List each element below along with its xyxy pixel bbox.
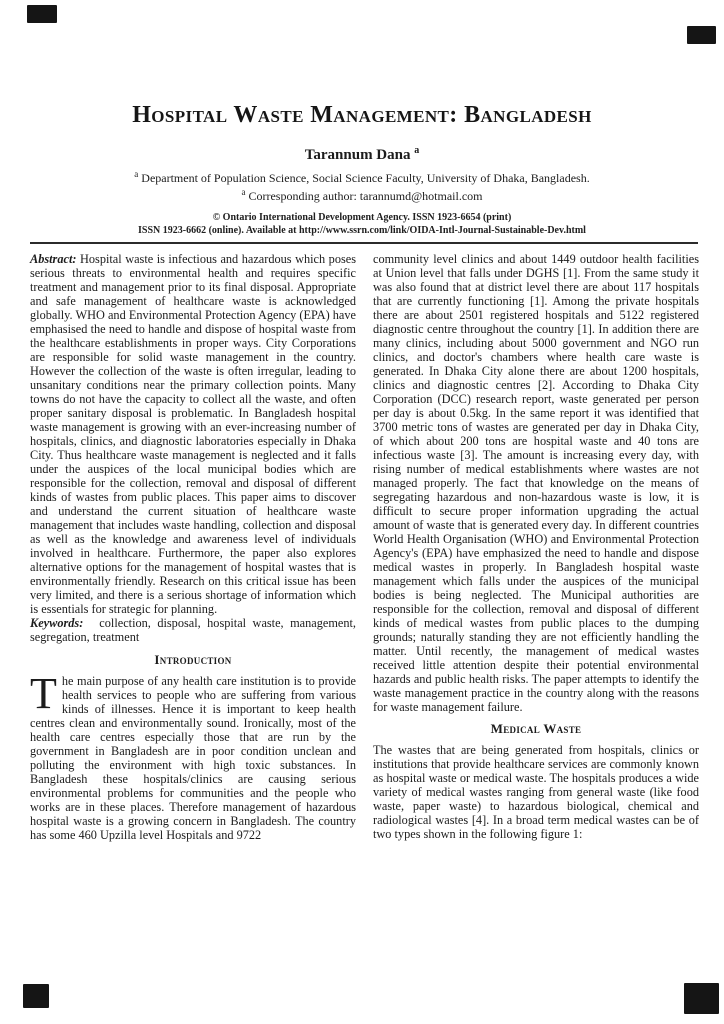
scan-corner-mark-bottom-left: [23, 984, 49, 1008]
author-name: Tarannum Dana: [304, 147, 411, 163]
imprint-block: [0, 212, 724, 237]
left-column: [30, 252, 356, 842]
scan-corner-mark-bottom-right: [684, 983, 719, 1014]
abstract-paragraph: [30, 252, 356, 616]
keywords-label: Keywords:: [30, 616, 84, 630]
paper-header: [0, 102, 724, 237]
author-affiliation-mark: a: [414, 145, 420, 156]
keywords-text: collection, disposal, hospital waste, management, segregation, treatment: [30, 616, 356, 644]
author-line: [0, 145, 724, 164]
keywords-paragraph: [30, 616, 356, 644]
section-heading-medical-waste: Medical Waste: [490, 721, 582, 736]
corresponding-text: Corresponding author: tarannumd@hotmail.com: [248, 189, 483, 203]
scan-corner-mark-top-right: [687, 26, 716, 44]
right-column: [373, 252, 699, 842]
drop-cap: T: [30, 669, 57, 718]
affiliation-text: Department of Population Science, Social Science Faculty, University of Dhaka, Bangladesh.: [141, 171, 590, 185]
scan-corner-mark-top-left: [27, 5, 57, 23]
imprint-line-2: ISSN 1923-6662 (online). Available at http://www.ssrn.com/link/OIDA-Intl-Journal-Sustainable-Dev.html: [138, 224, 586, 236]
medical-waste-paragraph: The wastes that are being generated from hospitals, clinics or institutions that provide healthcare services are commonly known as hospital waste or medical waste. The hospitals produces a wide variety of medical wastes ranging from general waste (like food waste, paper waste) to hazardous biological, chemical and radiological wastes [4]. In a broad term medical wastes can be of two types shown in the following figure 1:: [373, 743, 699, 841]
affiliation-mark: a: [134, 169, 139, 179]
two-column-body: [30, 252, 699, 842]
corresponding-author-line: [0, 185, 724, 203]
abstract-text: Hospital waste is infectious and hazardous which poses serious threats to environmental health and requires specific treatment and management prior to its final disposal. Appropriate and safe management of healthcare waste is acknowledged globally. WHO and Environmental Protection Agency (EPA) have emphasised the need to handle and dispose of hospital waste from the healthcare establishments in proper ways. City Corporations are responsible for solid waste management in the country. However the collection of the waste is often irregular, leading to unsanitary conditions near the primary collection points. Many towns do not have the capacity to collect all the waste, and often proper sanitary disposal is problematic. In Bangladesh hospital waste management is growing with an ever-increasing number of hospitals, clinics, and diagnostic laboratories especially in Dhaka City. Thus healthcare waste management is neglected and it falls under the auspices of the local municipal bodies which are responsible for the collection, removal and disposal of different kinds of wastes from public places. This paper aims to discover and understand the current situation of healthcare waste management that includes waste handling, collection and disposal as well as the knowledge and awareness level of individuals involved in healthcare. Furthermore, the paper also explores alternative options for the management of hospital wastes that is environmentally friendly. Research on this critical issue has been very limited, and there is a serious shortage of information which is essentials for strategic for planning.: [30, 252, 356, 616]
affiliation-line: [0, 167, 724, 185]
header-divider: [30, 242, 698, 244]
imprint-line-1: © Ontario International Development Agency. ISSN 1923-6654 (print): [212, 212, 512, 223]
abstract-label: Abstract:: [30, 252, 77, 266]
introduction-text-left: he main purpose of any health care institution is to provide health services to people who are suffering from various kinds of illnesses. Hence it is important to keep health centres clean and environmentally sound. Ironically, most of the health care centres especially those that are run by the government in Bangladesh are in poor condition unclean and polluting the environment with high toxic substances. In Bangladesh these hospitals/clinics are causing serious environmental problems for communities and the people who works are in these places. Therefore management of hazardous hospital waste is a growing concern in Bangladesh. The country has some 460 Upzilla level Hospitals and 9722: [30, 674, 356, 842]
paper-title: Hospital Waste Management: Bangladesh: [132, 102, 592, 128]
corresponding-mark: a: [241, 187, 246, 197]
section-heading-introduction: Introduction: [154, 652, 232, 667]
introduction-paragraph-right: community level clinics and about 1449 outdoor health facilities at Union level that falls under DGHS [1]. From the same study it was also found that at district level there are about 117 hospitals that are currently functioning [1]. Among the private hospitals there are about 2501 registered hospitals and 5122 registered diagnostic centre throughout the country [1]. In addition there are many clinics, including about 5000 government and NGO run clinics, and doctor's chambers where health care waste is generated. In Dhaka City alone there are about 1200 hospitals, clinics and diagnostic centres [2]. According to Dhaka City Corporation (DCC) research report, waste generated per person per day is about 0.5kg. In the same report it was identified that 3700 metric tons of wastes are generated per day in Dhaka City, of which about 200 tons are hospital waste and 40 tons are infectious waste [3]. The amount is increasing every day, with rising number of medical establishments where wastes are not managed properly. The fact that knowledge on the means of segregating hazardous and non-hazardous waste is low, it is difficult to secure proper information upgrading the actual amount of waste that is generated every day. In different countries World Health Organisation (WHO) and Environmental Protection Agency's (EPA) have emphasized the need to handle and dispose medical wastes in properly. In Bangladesh hospital waste management which falls under the auspices of the municipal bodies is being neglected. The Municipal authorities are responsible for the collection, removal and disposal of different kinds of medical wastes from public places to the dumping grounds; naturally standing they are not efficiently handling the matter. Until recently, the management of medical wastes received little attention despite their potential environmental hazards and public health risks. The paper attempts to identify the waste management practice in the country along with the reasons for waste management failure.: [373, 252, 699, 714]
introduction-paragraph-left: [30, 669, 356, 842]
